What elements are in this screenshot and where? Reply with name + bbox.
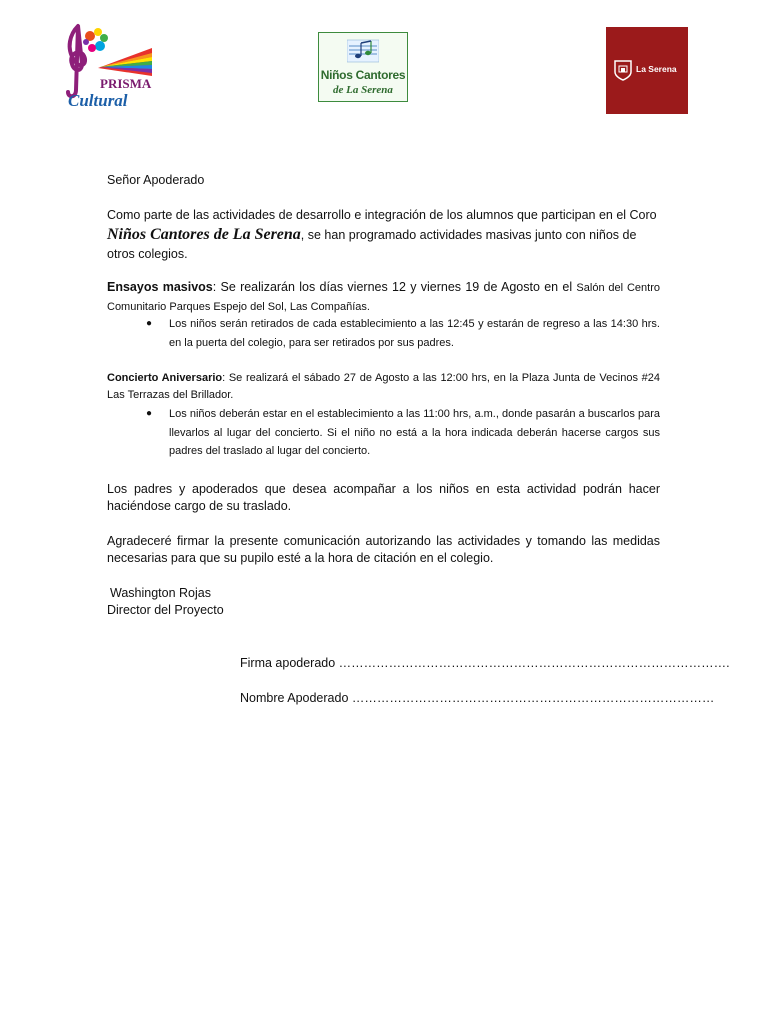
parents-paragraph: Los padres y apoderados que desea acompañar a los niños en esta actividad podrán hacer haciéndose cargo de su traslado. — [107, 482, 660, 513]
guardian-name-field: Nombre Apoderado …………………………………………………………………………… — [240, 691, 715, 705]
prisma-logo-graphic — [60, 20, 155, 115]
guardian-signature-field: Firma apoderado …………………………………………………………………………………. — [240, 656, 730, 670]
concert-text: : Se realizará el sábado 27 de Agosto a las 12:00 hrs, en la Plaza Junta de Vecinos #24 Las Terrazas del Brillador. — [107, 372, 660, 401]
rehearsals-bullet: Los niños serán retirados de cada establecimiento a las 12:45 y estarán de regreso a las 14:30 hrs. en la puerta del colegio, para ser retirados por sus padres. — [169, 318, 660, 349]
ninos-cantores-logo — [318, 32, 408, 102]
rehearsals-heading: Ensayos masivos — [107, 280, 213, 294]
concert-heading: Concierto Aniversario — [107, 372, 223, 384]
shield-icon — [614, 60, 632, 81]
ninos-logo-line1: Niños Cantores — [320, 68, 406, 82]
signer-title: Director del Proyecto — [107, 603, 224, 617]
thanks-paragraph: Agradeceré firmar la presente comunicación autorizando las actividades y tomando las medidas necesarias para que su pupilo esté a la hora de citación en el colegio. — [107, 534, 660, 565]
rehearsals-paragraph — [107, 278, 660, 316]
concert-paragraph — [107, 370, 660, 404]
greeting: Señor Apoderado — [107, 173, 205, 187]
la-serena-logo — [606, 27, 688, 114]
rehearsals-text: : Se realizarán los días viernes 12 y viernes 19 de Agosto en el — [212, 280, 577, 294]
choir-name: Niños Cantores de La Serena — [107, 226, 301, 243]
intro-text-2: , se han programado actividades masivas junto con niños de otros colegios. — [107, 228, 637, 261]
ninos-logo-line2: de La Serena — [333, 84, 393, 96]
prisma-word: PRISMA — [100, 76, 152, 91]
intro-paragraph — [107, 206, 660, 264]
concert-bullet: Los niños deberán estar en el establecimiento a las 11:00 hrs, a.m., donde pasarán a buscarlos para llevarlos al lugar del concierto. Si el niño no está a la hora indicada deberán hacerse cargos sus padres del traslado al lugar del concierto. — [169, 408, 660, 457]
rehearsals-place: Salón del Centro Comunitario Parques Espejo del Sol, Las Compañías. — [107, 282, 660, 313]
music-notes-icon — [347, 38, 379, 64]
signer-name: Washington Rojas — [110, 586, 211, 600]
cultural-word: Cultural — [68, 91, 128, 110]
intro-text-1: Como parte de las actividades de desarrollo e integración de los alumnos que participan en el Coro — [107, 208, 657, 222]
la-serena-logo-text: La Serena — [636, 64, 677, 74]
prisma-cultural-logo — [60, 20, 155, 115]
bullet-marker: ● — [146, 408, 153, 419]
bullet-marker: ● — [146, 318, 153, 329]
